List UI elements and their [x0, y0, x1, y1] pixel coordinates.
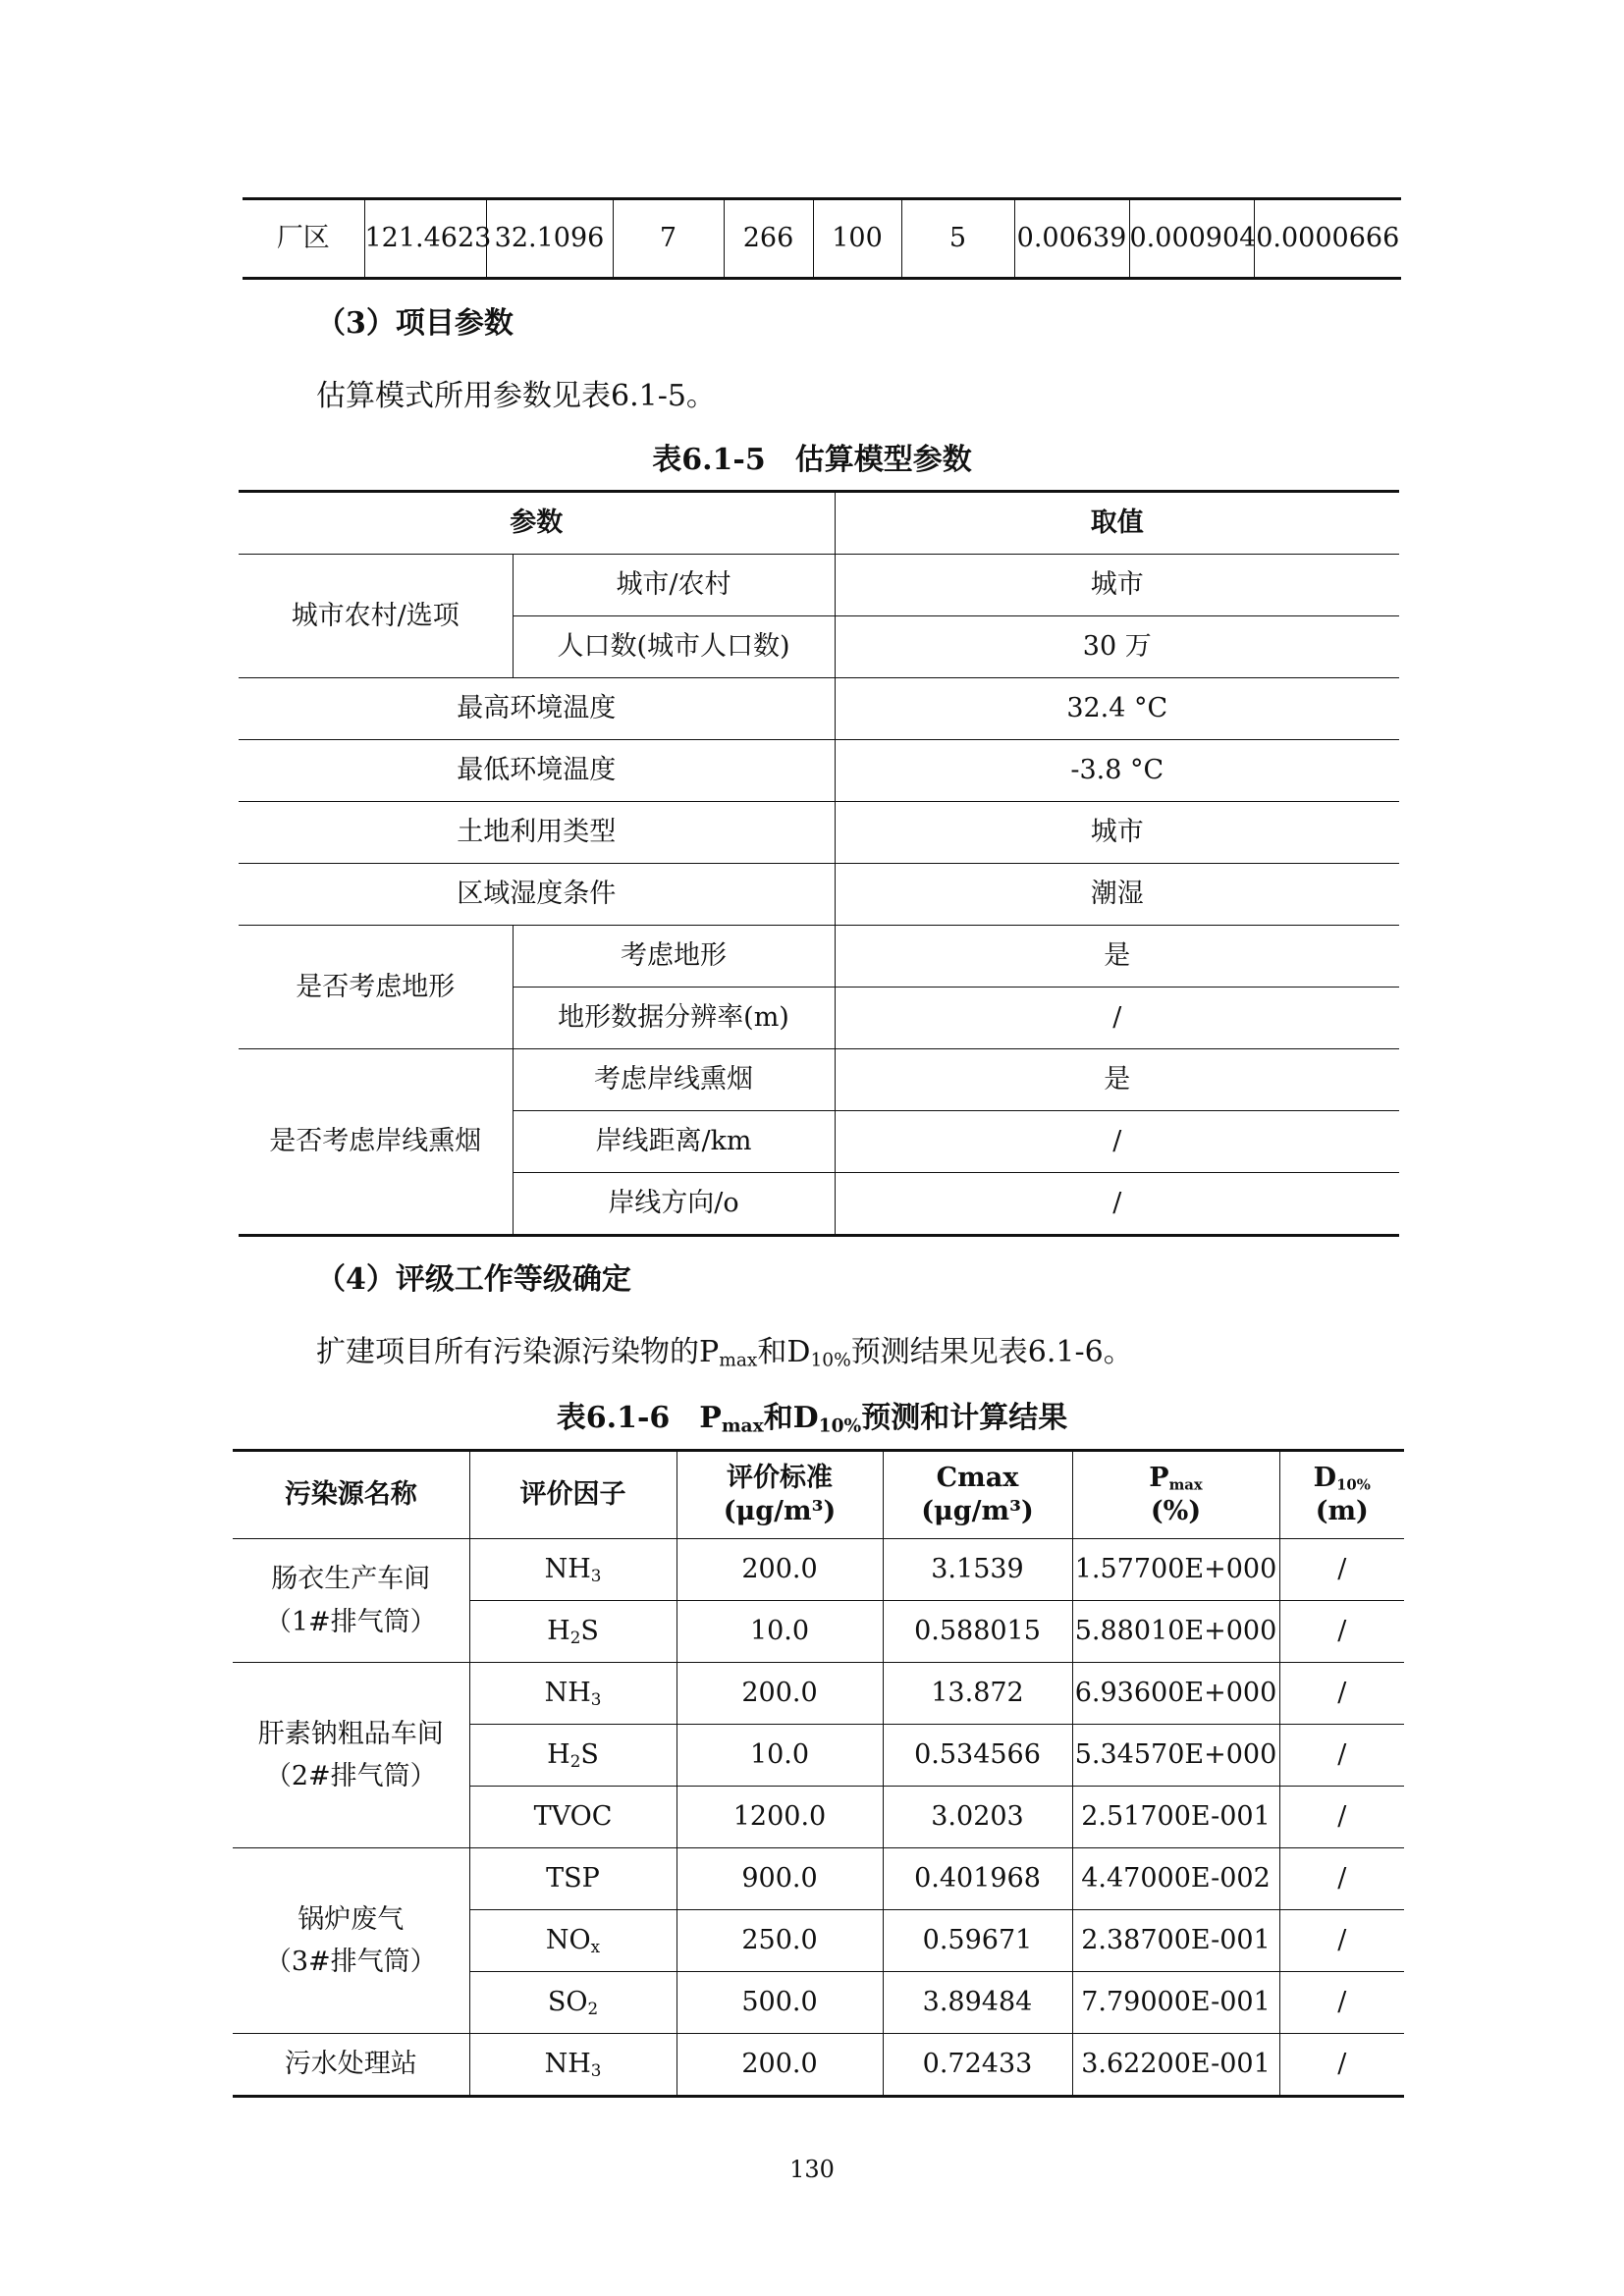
column-header: 取值 — [835, 492, 1399, 555]
table-cell: 厂区 — [243, 199, 364, 279]
param-label: 岸线方向/o — [513, 1173, 835, 1236]
column-header: $D_{10\%}$ (m) — [1279, 1451, 1404, 1539]
table-cell: 0.00639 — [1014, 199, 1129, 279]
cmax-cell: 3.1539 — [883, 1539, 1072, 1601]
std-cell: 500.0 — [677, 1972, 883, 2034]
factor-cell: $H_2S$ — [469, 1725, 677, 1787]
d10-cell: / — [1279, 1539, 1404, 1601]
previous-table-continuation — [243, 197, 1401, 280]
section-paragraph: 估算模式所用参数见表6.1-5。 — [316, 379, 716, 413]
section-paragraph: 扩建项目所有污染源污染物的$P_{max}$和$D_{10\%}$预测结果见表6.1-6。 — [316, 1335, 1133, 1371]
d10-cell: / — [1279, 1848, 1404, 1910]
table-row — [239, 1049, 1399, 1111]
table-row — [239, 740, 1399, 802]
param-label: 城市/农村 — [513, 555, 835, 616]
d10-cell: / — [1279, 2034, 1404, 2097]
cmax-cell: 0.588015 — [883, 1601, 1072, 1663]
pmax-cell: 5.88010E+000 — [1072, 1601, 1279, 1663]
table-row — [233, 1663, 1404, 1725]
param-value: / — [835, 1111, 1399, 1173]
group-label: 城市农村/选项 — [239, 555, 513, 678]
column-header: 评价因子 — [469, 1451, 677, 1539]
table-caption: 表6.1-5 估算模型参数 — [652, 443, 972, 477]
table-cell: 5 — [901, 199, 1014, 279]
cmax-cell: 3.0203 — [883, 1787, 1072, 1848]
pmax-cell: 4.47000E-002 — [1072, 1848, 1279, 1910]
cmax-cell: 0.59671 — [883, 1910, 1072, 1972]
std-cell: 200.0 — [677, 2034, 883, 2097]
d10-cell: / — [1279, 1725, 1404, 1787]
table-row — [243, 199, 1401, 279]
pmax-d10-results-table — [233, 1449, 1404, 2098]
group-label: 是否考虑岸线熏烟 — [239, 1049, 513, 1236]
column-header: 污染源名称 — [233, 1451, 469, 1539]
cmax-cell: 0.534566 — [883, 1725, 1072, 1787]
source-name: 肠衣生产车间 （1#排气筒） — [233, 1539, 469, 1663]
param-label: 最低环境温度 — [239, 740, 835, 802]
table-cell: 100 — [813, 199, 901, 279]
column-header: 参数 — [239, 492, 835, 555]
std-cell: 200.0 — [677, 1663, 883, 1725]
factor-cell: $NH_3$ — [469, 1539, 677, 1601]
d10-cell: / — [1279, 1601, 1404, 1663]
group-label: 是否考虑地形 — [239, 926, 513, 1049]
table-cell: 266 — [724, 199, 813, 279]
std-cell: 200.0 — [677, 1539, 883, 1601]
table-cell: 0.000904 — [1129, 199, 1254, 279]
std-cell: 250.0 — [677, 1910, 883, 1972]
factor-cell: $H_2S$ — [469, 1601, 677, 1663]
table-cell: 32.1096 — [486, 199, 613, 279]
factor-cell: $NH_3$ — [469, 1663, 677, 1725]
std-cell: 900.0 — [677, 1848, 883, 1910]
param-label: 岸线距离/km — [513, 1111, 835, 1173]
param-value: 城市 — [835, 802, 1399, 864]
param-value: 城市 — [835, 555, 1399, 616]
factor-cell: $SO_2$ — [469, 1972, 677, 2034]
d10-cell: / — [1279, 1972, 1404, 2034]
table-row — [239, 678, 1399, 740]
param-label: 区域湿度条件 — [239, 864, 835, 926]
param-label: 最高环境温度 — [239, 678, 835, 740]
pmax-cell: 5.34570E+000 — [1072, 1725, 1279, 1787]
table-row — [233, 1848, 1404, 1910]
factor-cell: TVOC — [469, 1787, 677, 1848]
table-caption: 表6.1-6 $P_{max}$和$D_{10\%}$预测和计算结果 — [556, 1401, 1068, 1437]
estimation-model-params-table — [239, 490, 1399, 1237]
table-cell: 0.0000666 — [1254, 199, 1401, 279]
param-value: 是 — [835, 926, 1399, 988]
param-label: 地形数据分辨率(m) — [513, 988, 835, 1049]
param-label: 考虑地形 — [513, 926, 835, 988]
std-cell: 10.0 — [677, 1725, 883, 1787]
table-row — [233, 1539, 1404, 1601]
table-row — [239, 555, 1399, 616]
param-label: 土地利用类型 — [239, 802, 835, 864]
column-header: 评价标准 (μg/m³) — [677, 1451, 883, 1539]
pmax-cell: 2.38700E-001 — [1072, 1910, 1279, 1972]
pmax-cell: 1.57700E+000 — [1072, 1539, 1279, 1601]
cmax-cell: 0.401968 — [883, 1848, 1072, 1910]
cmax-cell: 13.872 — [883, 1663, 1072, 1725]
section-heading-grade: （4）评级工作等级确定 — [316, 1262, 631, 1297]
pmax-cell: 3.62200E-001 — [1072, 2034, 1279, 2097]
d10-cell: / — [1279, 1910, 1404, 1972]
source-name: 肝素钠粗品车间 （2#排气筒） — [233, 1663, 469, 1848]
param-value: 是 — [835, 1049, 1399, 1111]
param-value: / — [835, 1173, 1399, 1236]
factor-cell: TSP — [469, 1848, 677, 1910]
param-value: 30 万 — [835, 616, 1399, 678]
param-label: 考虑岸线熏烟 — [513, 1049, 835, 1111]
table-row — [239, 864, 1399, 926]
section-heading-project-params: （3）项目参数 — [316, 306, 514, 341]
table-row — [239, 802, 1399, 864]
factor-cell: $NH_3$ — [469, 2034, 677, 2097]
d10-cell: / — [1279, 1663, 1404, 1725]
param-value: -3.8 °C — [835, 740, 1399, 802]
d10-cell: / — [1279, 1787, 1404, 1848]
std-cell: 1200.0 — [677, 1787, 883, 1848]
pmax-cell: 6.93600E+000 — [1072, 1663, 1279, 1725]
factor-cell: $NO_x$ — [469, 1910, 677, 1972]
param-value: 32.4 °C — [835, 678, 1399, 740]
std-cell: 10.0 — [677, 1601, 883, 1663]
column-header: $P_{max}$ (%) — [1072, 1451, 1279, 1539]
table-cell: 121.4623 — [364, 199, 486, 279]
table-cell: 7 — [613, 199, 724, 279]
source-name: 污水处理站 — [233, 2034, 469, 2097]
cmax-cell: 3.89484 — [883, 1972, 1072, 2034]
param-value: 潮湿 — [835, 864, 1399, 926]
column-header: Cmax (μg/m³) — [883, 1451, 1072, 1539]
table-row — [239, 926, 1399, 988]
param-value: / — [835, 988, 1399, 1049]
pmax-cell: 7.79000E-001 — [1072, 1972, 1279, 2034]
pmax-cell: 2.51700E-001 — [1072, 1787, 1279, 1848]
table-header-row — [233, 1451, 1404, 1539]
page-number: 130 — [789, 2156, 835, 2183]
cmax-cell: 0.72433 — [883, 2034, 1072, 2097]
table-header-row — [239, 492, 1399, 555]
source-name: 锅炉废气 （3#排气筒） — [233, 1848, 469, 2034]
table-row — [233, 2034, 1404, 2097]
param-label: 人口数(城市人口数) — [513, 616, 835, 678]
